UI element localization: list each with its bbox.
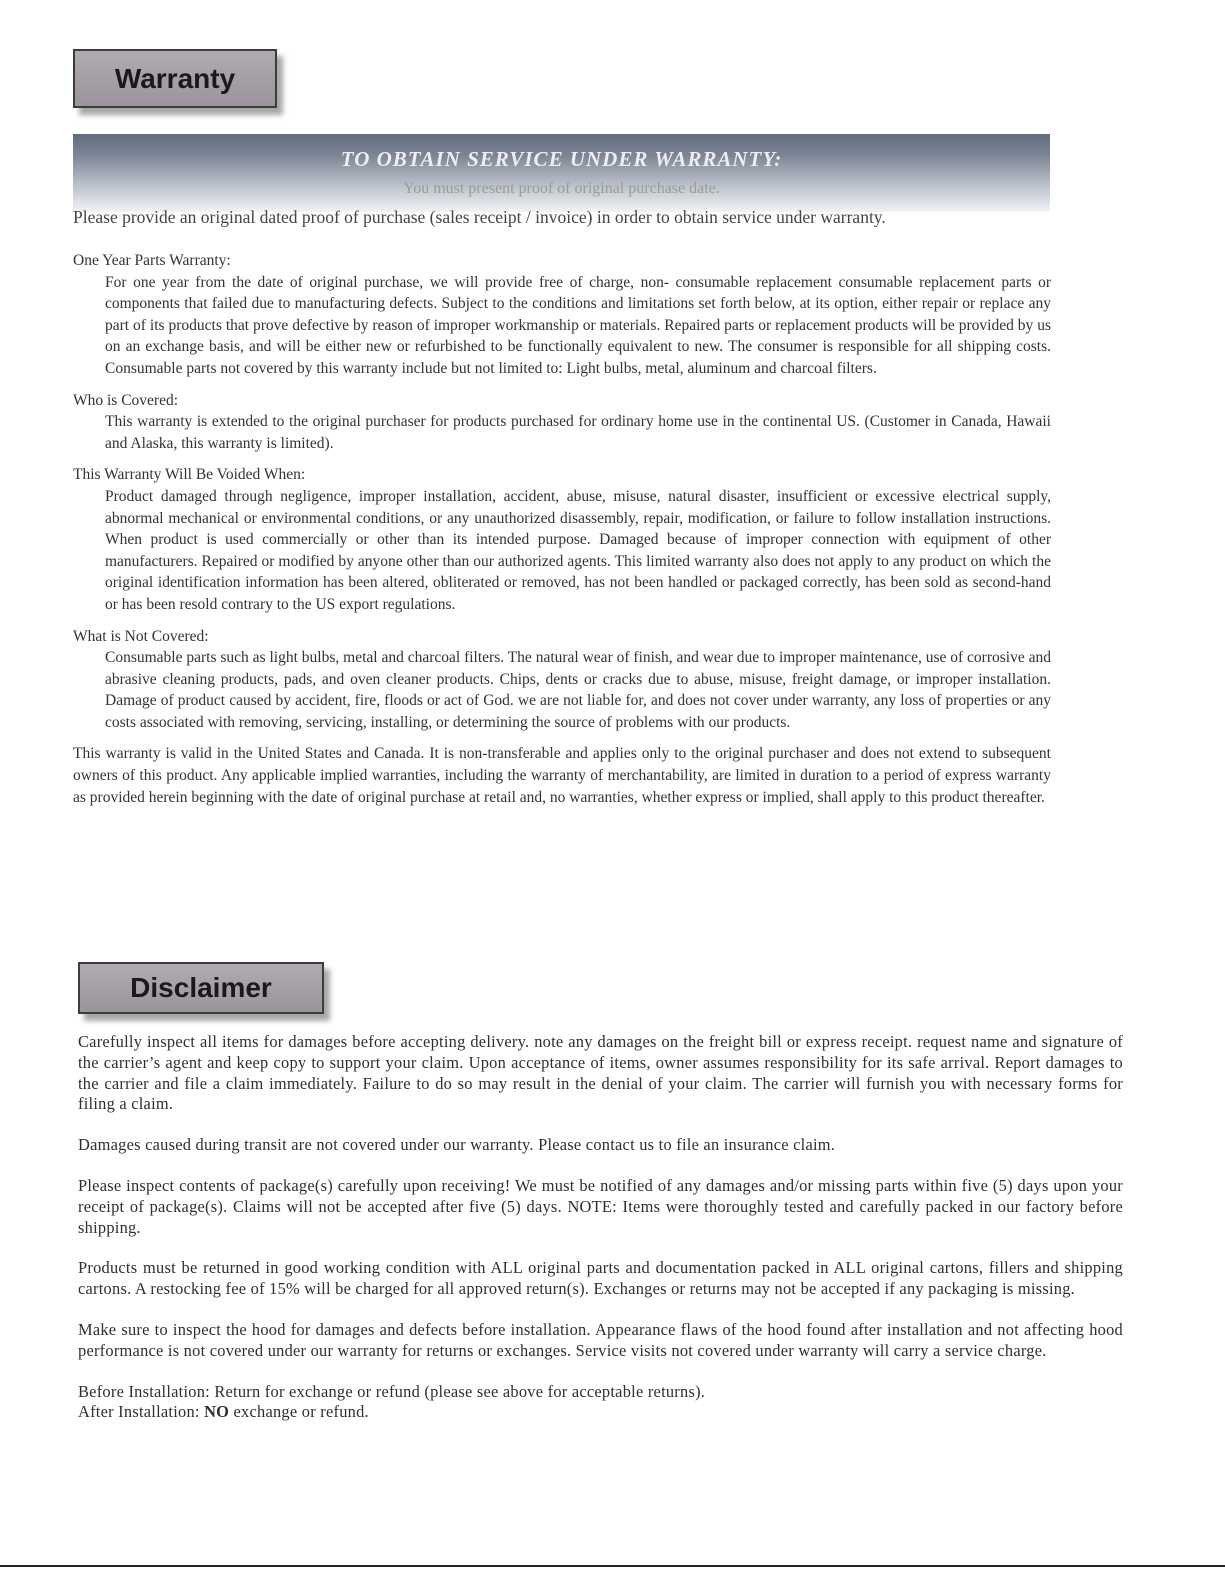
disclaimer-paragraph: Carefully inspect all items for damages before accepting delivery. note any damages on the freight bill or express receipt. request name and signature of the carrier’s agent and keep copy to support your claim. Upon acceptance of items, owner assumes responsibility for its safe arrival. Report damages to the carrier and file a claim immediately. Failure to do so may result in the denial of your claim. The carrier will furnish you with necessary forms for filing a claim. <box>78 1032 1123 1114</box>
after-installation-no: NO <box>204 1402 230 1422</box>
before-installation-line: Before Installation: Return for exchange or refund (please see above for acceptable returns). <box>78 1381 706 1401</box>
section-heading: Who is Covered: <box>73 391 179 409</box>
after-installation-suffix: exchange or refund. <box>229 1402 369 1422</box>
disclaimer-title: Disclaimer <box>78 962 324 1014</box>
warranty-title: Warranty <box>73 49 277 108</box>
section-body: For one year from the date of original purchase, we will provide free of charge, non- consumable replacement consumable replacement parts or components that failed due to manufacturing defects. Subject to the conditions and limitations set forth below, at its option, either repair or replace any part of its products that prove defective by reason of improper workmanship or materials. Repaired parts or replacement products will be provided by us on an exchange basis, and will be either new or refurbished to be functionally equivalent to new. The consumer is responsible for all shipping costs. Consumable parts not covered by this warranty include but not limited to: Light bulbs, metal, aluminum and charcoal filters. <box>105 273 1051 377</box>
banner-title: TO OBTAIN SERVICE UNDER WARRANTY: <box>340 147 783 171</box>
warranty-closing-paragraph: This warranty is valid in the United States and Canada. It is non-transferable and applies only to the original purchaser and does not extend to subsequent owners of this product. Any applicable implied warranties, including the warranty of merchantability, are limited in duration to a period of express warranty as provided herein beginning with the date of original purchase at retail and, no warranties, whether express or implied, shall apply to this product thereafter. <box>73 745 1051 806</box>
section-heading: One Year Parts Warranty: <box>73 252 231 269</box>
page-bottom-rule <box>0 1565 1225 1567</box>
disclaimer-paragraph: Damages caused during transit are not covered under our warranty. Please contact us to file an insurance claim. <box>78 1135 836 1155</box>
warranty-section-one-year <box>73 250 1051 380</box>
disclaimer-paragraph: Make sure to inspect the hood for damages and defects before installation. Appearance flaws of the hood found after installation and not affecting hood performance is not covered under our warranty for returns or exchanges. Service visits not covered under warranty will carry a service charge. <box>78 1319 1123 1360</box>
warranty-body <box>73 250 1051 808</box>
after-installation-prefix: After Installation: <box>78 1402 205 1422</box>
banner-subtitle: You must present proof of original purchase date. <box>403 180 720 197</box>
disclaimer-paragraph: Products must be returned in good working condition with ALL original parts and documentation packed in ALL original cartons, fillers and shipping cartons. A restocking fee of 15% will be charged for all approved return(s). Exchanges or returns may not be accepted if any packaging is missing. <box>78 1258 1123 1299</box>
disclaimer-body <box>78 1032 1123 1423</box>
section-heading: What is Not Covered: <box>73 627 209 645</box>
warranty-section-not-covered <box>73 626 1051 734</box>
warranty-service-banner <box>73 134 1050 212</box>
section-body: Product damaged through negligence, improper installation, accident, abuse, misuse, natural disaster, insufficient or excessive electrical supply, abnormal mechanical or environmental conditions, or any unauthorized disassembly, repair, modification, or failure to follow installation instructions. When product is used commercially or other than its intended purpose. Damaged because of improper connection with equipment of other manufacturers. Repaired or modified by anyone other than our authorized agents. This limited warranty also does not apply to any product on which the original identification information has been altered, obliterated or removed, has not been handled or packaged correctly, has been sold as second-hand or has been resold contrary to the US export regulations. <box>105 487 1051 613</box>
disclaimer-paragraph: Please inspect contents of package(s) carefully upon receiving! We must be notified of any damages and/or missing parts within five (5) days upon your receipt of package(s). Claims will not be accepted after five (5) days. NOTE: Items were thoroughly tested and carefully packed in our factory before shipping. <box>78 1175 1123 1237</box>
section-body: This warranty is extended to the original purchaser for products purchased for ordinary home use in the continental US. (Customer in Canada, Hawaii and Alaska, this warranty is limited). <box>105 413 1051 452</box>
warranty-section-who-covered <box>73 390 1051 455</box>
section-heading: This Warranty Will Be Voided When: <box>73 466 306 484</box>
section-body: Consumable parts such as light bulbs, metal and charcoal filters. The natural wear of finish, and wear due to improper maintenance, use of corrosive and abrasive cleaning products, pads, and oven cleaner products. Chips, dents or cracks due to abuse, misuse, freight damage, or improper installation. Damage of product caused by accident, fire, floods or act of God. we are not liable for, and does not cover under warranty, any loss of properties or any costs associated with removing, servicing, installing, or determining the source of problems with our products. <box>105 649 1051 731</box>
after-installation-line <box>78 1402 1123 1423</box>
warranty-section-voided <box>73 464 1051 615</box>
warranty-lead-text: Please provide an original dated proof of purchase (sales receipt / invoice) in order to obtain service under warranty. <box>73 207 886 227</box>
